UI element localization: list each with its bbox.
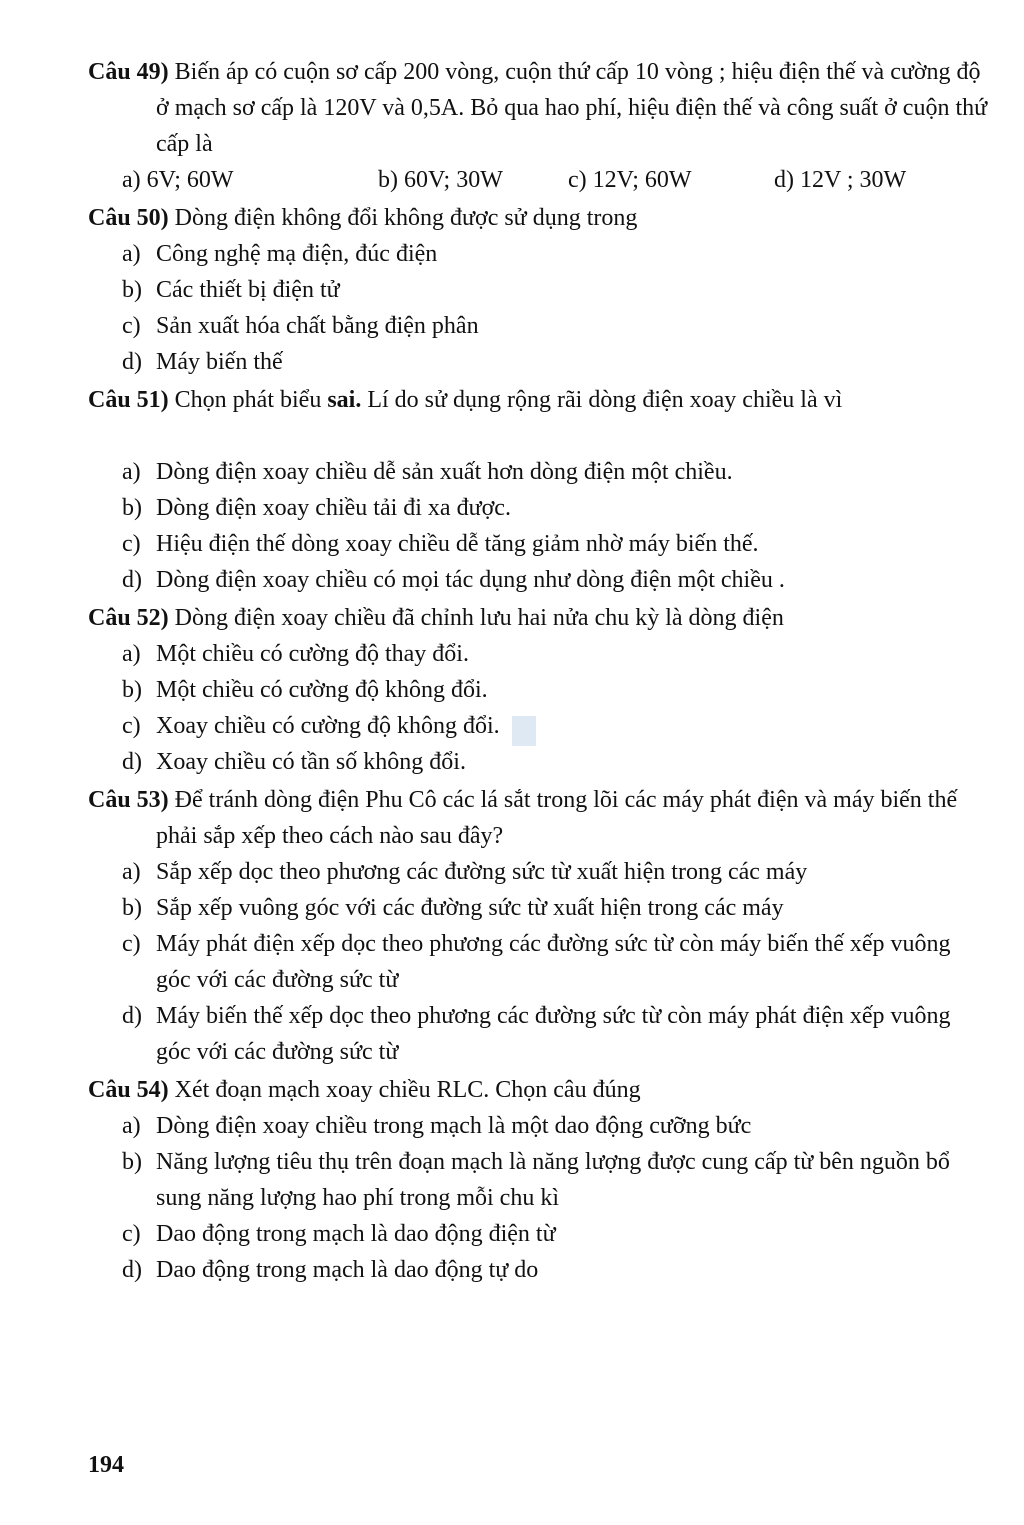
- question-text-after: Lí do sử dụng rộng rãi dòng điện xoay chiều là vì: [367, 387, 843, 413]
- option-letter: b): [122, 495, 142, 521]
- option-b: [122, 272, 988, 308]
- option-c: [122, 1216, 988, 1252]
- option-letter: a): [122, 641, 141, 667]
- option-a: [122, 636, 988, 672]
- option-letter: a): [122, 1113, 141, 1139]
- page-number: 194: [88, 1452, 124, 1478]
- option-letter: d): [122, 749, 142, 775]
- option-d: [122, 344, 988, 380]
- option-c: [122, 526, 988, 562]
- option-text: Dòng điện xoay chiều tải đi xa được.: [156, 495, 511, 521]
- question-51: [88, 382, 988, 418]
- watermark-box-icon: [512, 716, 536, 746]
- question-text-bold: sai.: [327, 387, 362, 413]
- option-a: [122, 1108, 988, 1144]
- question-label: Câu 53): [88, 787, 169, 813]
- option-text: Sắp xếp dọc theo phương các đường sức từ xuất hiện trong các máy: [156, 859, 808, 885]
- option-d: [122, 562, 988, 598]
- question-label: Câu 49): [88, 59, 169, 85]
- option-text: Máy phát điện xếp dọc theo phương các đường sức từ còn máy biến thế xếp vuông góc với các đường sức từ: [156, 931, 951, 993]
- option-text: Các thiết bị điện tử: [156, 277, 340, 303]
- question-label: Câu 52): [88, 605, 169, 631]
- question-label: Câu 54): [88, 1077, 169, 1103]
- option-letter: d): [122, 349, 142, 375]
- option-text: Xoay chiều có cường độ không đổi.: [156, 713, 500, 739]
- option-text: Dòng điện xoay chiều trong mạch là một dao động cưỡng bức: [156, 1113, 752, 1139]
- option-b: b) 60V; 30W: [378, 167, 503, 193]
- question-54: [88, 1072, 988, 1108]
- option-letter: a): [122, 241, 141, 267]
- option-a: [122, 454, 988, 490]
- option-text: Sản xuất hóa chất bằng điện phân: [156, 313, 479, 339]
- option-letter: d): [122, 567, 142, 593]
- option-b: [122, 1144, 988, 1216]
- question-49: [88, 54, 988, 162]
- option-c: c) 12V; 60W: [568, 167, 692, 193]
- question-53: [88, 782, 988, 854]
- option-text: Dao động trong mạch là dao động tự do: [156, 1257, 539, 1283]
- option-text: Hiệu điện thế dòng xoay chiều dễ tăng giảm nhờ máy biến thế.: [156, 531, 759, 557]
- option-d: d) 12V ; 30W: [774, 167, 907, 193]
- question-text: Dòng điện xoay chiều đã chỉnh lưu hai nửa chu kỳ là dòng điện: [174, 605, 784, 631]
- option-letter: c): [122, 931, 141, 957]
- option-b: [122, 890, 988, 926]
- option-text: Máy biến thế xếp dọc theo phương các đường sức từ còn máy phát điện xếp vuông góc với các đường sức từ: [156, 1003, 951, 1065]
- option-letter: b): [122, 277, 142, 303]
- question-text: Xét đoạn mạch xoay chiều RLC. Chọn câu đúng: [174, 1077, 641, 1103]
- option-b: [122, 672, 988, 708]
- question-50: [88, 200, 988, 236]
- option-letter: d): [122, 1003, 142, 1029]
- option-text: Công nghệ mạ điện, đúc điện: [156, 241, 438, 267]
- option-text: Một chiều có cường độ không đổi.: [156, 677, 488, 703]
- option-text: Sắp xếp vuông góc với các đường sức từ xuất hiện trong các máy: [156, 895, 784, 921]
- option-c: [122, 926, 988, 998]
- option-c: [122, 308, 988, 344]
- question-label: Câu 50): [88, 205, 169, 231]
- option-b: [122, 490, 988, 526]
- option-letter: c): [122, 531, 141, 557]
- option-text: Một chiều có cường độ thay đổi.: [156, 641, 469, 667]
- option-a: [122, 854, 988, 890]
- option-letter: b): [122, 1149, 142, 1175]
- option-letter: d): [122, 1257, 142, 1283]
- option-text: Dao động trong mạch là dao động điện từ: [156, 1221, 556, 1247]
- option-letter: b): [122, 895, 142, 921]
- question-text: Dòng điện không đổi không được sử dụng trong: [174, 205, 638, 231]
- option-a: [122, 236, 988, 272]
- question-text: Để tránh dòng điện Phu Cô các lá sắt trong lõi các máy phát điện và máy biến thế phải sắp xếp theo cách nào sau đây?: [156, 787, 958, 849]
- option-letter: b): [122, 677, 142, 703]
- option-d: [122, 998, 988, 1070]
- option-text: Xoay chiều có tần số không đổi.: [156, 749, 466, 775]
- option-letter: c): [122, 1221, 141, 1247]
- question-text-before: Chọn phát biểu: [174, 387, 322, 413]
- option-text: Năng lượng tiêu thụ trên đoạn mạch là năng lượng được cung cấp từ bên nguồn bổ sung năng lượng hao phí trong mỗi chu kì: [156, 1149, 950, 1211]
- option-letter: c): [122, 313, 141, 339]
- option-text: Dòng điện xoay chiều dễ sản xuất hơn dòng điện một chiều.: [156, 459, 733, 485]
- option-text: Dòng điện xoay chiều có mọi tác dụng như dòng điện một chiều .: [156, 567, 785, 593]
- option-a: a) 6V; 60W: [122, 167, 234, 193]
- option-letter: a): [122, 459, 141, 485]
- question-label: Câu 51): [88, 387, 169, 413]
- option-letter: c): [122, 713, 141, 739]
- option-text: Máy biến thế: [156, 349, 283, 375]
- option-d: [122, 1252, 988, 1288]
- option-letter: a): [122, 859, 141, 885]
- question-text: Biến áp có cuộn sơ cấp 200 vòng, cuộn thứ cấp 10 vòng ; hiệu điện thế và cường độ ở mạch sơ cấp là 120V và 0,5A. Bỏ qua hao phí, hiệu điện thế và công suất ở cuộn thứ cấp là: [156, 59, 988, 157]
- question-52: [88, 600, 988, 636]
- watermark-logo: [508, 716, 624, 776]
